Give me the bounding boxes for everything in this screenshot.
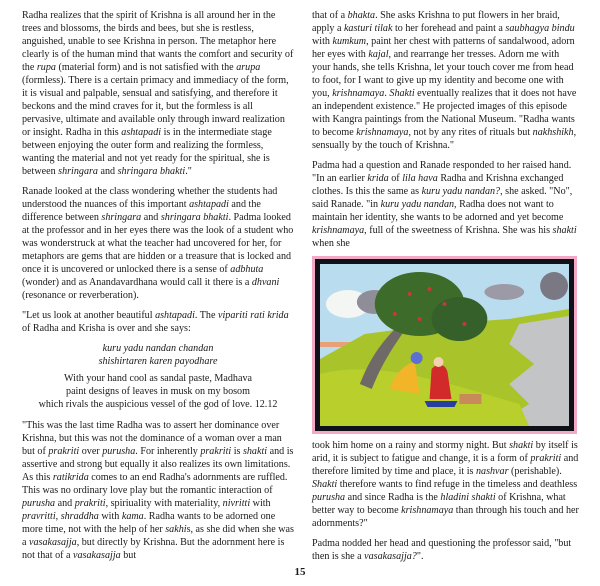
verse-line: kuru yadu nandan chandan	[102, 343, 214, 354]
painting-figure	[312, 256, 577, 434]
italic-term: kuru yadu nandan	[380, 199, 455, 210]
italic-term: prakriti	[74, 498, 106, 509]
paragraph: that of a bhakta. She asks Krishna to put flowers in her braid, apply a kasturi tilak to her forehead and paint a saubhagya bindu with kumkum, paint her chest with patterns of sandalwood, adorn her eyes with kajal, and rearrange her tresses. Adorn me with your hands, she tells Krishna, let your touch cover me from head to foot, for I want to give up my identity and become one with you, krishnamaya. Shakti eventually realizes that it does not have an independent existence." He projected images of this episode with Kangra paintings from the National Museum. "Radha wants to become krishnamaya, not by any rites of rituals but nakhshikh, sensually by the touch of Krishna."	[312, 10, 577, 151]
italic-term: purusha	[102, 446, 136, 457]
verse-line: which rivals the auspicious vessel of the god of love. 12.12	[38, 399, 278, 410]
italic-term: kuru yadu nandan?	[421, 186, 501, 197]
paragraph: Ranade looked at the class wondering whether the students had understood the nuances of this important ashtapadi and the difference between shringara and shringara bhakti. Padma looked at the professor and in her eyes there was the look of a student who was wonderstruck at what the teacher had uncovered for her, for metaphors are gems that are hidden or a treasure that is locked and once it is uncovered or unlocked there is a sense of adbhuta (wonder) and as Anandavardhana would call it there is a dhvani (resonance or reverberation).	[22, 186, 294, 301]
paragraph: Padma had a question and Ranade responded to her raised hand. "In an earlier krida of lila hava Radha and Krishna exchanged clothes. Is this the same as kuru yadu nandan?, she asked. "No", said Ranade. "in kuru yadu nandan, Radha does not want to maintain her identity, she wants to be adorned and yet become krishnamaya, full of the sweetness of Krishna. She was his shakti when she	[312, 160, 577, 249]
left-column	[22, 9, 294, 569]
italic-term: kasturi tilak	[343, 23, 393, 34]
italic-term: ratikrida	[52, 472, 89, 483]
italic-term: shringara bhakti	[160, 212, 229, 223]
italic-term: krishnamaya	[356, 127, 409, 138]
italic-term: kama	[121, 511, 144, 522]
page-number: 15	[294, 566, 306, 578]
italic-term: shringara	[58, 166, 98, 177]
italic-term: shringara	[101, 212, 142, 223]
italic-term: hladini shakti	[440, 492, 496, 503]
italic-term: ashtapadi	[121, 127, 162, 138]
italic-term: rupa	[36, 62, 56, 73]
italic-term: ashtapadi	[155, 310, 195, 321]
italic-term: shakti	[552, 225, 577, 236]
italic-term: shringara bhakti	[117, 166, 186, 177]
italic-term: kajal	[368, 49, 389, 60]
italic-term: shakti	[509, 440, 534, 451]
italic-term: lila hava	[402, 173, 438, 184]
italic-term: krida	[367, 173, 389, 184]
italic-term: shakti	[242, 446, 268, 457]
verse-line: paint designs of leaves in musk on my bosom	[66, 386, 250, 397]
kangra-painting-image	[320, 264, 569, 426]
verse-line: With your hand cool as sandal paste, Madhava	[64, 373, 252, 384]
italic-term: kumkum	[332, 36, 367, 47]
verse-sanskrit	[22, 342, 294, 368]
italic-term: nakhshikh	[532, 127, 574, 138]
italic-term: prakriti	[530, 453, 562, 464]
italic-term: prakriti	[200, 446, 232, 457]
italic-term: vasakasajja	[73, 550, 121, 561]
italic-term: krishnamaya	[332, 88, 385, 99]
italic-term: saubhagya bindu	[505, 23, 575, 34]
italic-term: Shakti	[312, 479, 338, 490]
italic-term: prakriti	[48, 446, 80, 457]
italic-term: ashtapadi	[189, 199, 229, 210]
italic-term: dhvani	[251, 277, 280, 288]
italic-term: vasakasajja?	[364, 551, 417, 562]
italic-term: krishnamaya	[401, 505, 454, 516]
italic-term: nivritti	[222, 498, 251, 509]
italic-term: vipariti rati krida	[217, 310, 289, 321]
paragraph: Padma nodded her head and questioning the professor said, "but then is she a vasakasajja?".	[312, 538, 572, 562]
italic-term: shraddha	[60, 511, 99, 522]
paragraph: took him home on a rainy and stormy night. But shakti by itself is arid, it is subject to fatigue and change, it is a form of prakriti and therefore limited by time and place, it is nashvar (perishable). Shakti therefore wants to find refuge in the timeless and deathless purusha and since Radha is the hladini shakti of Krishna, what better way to become krishnamaya than through his touch and her adornments?"	[312, 440, 579, 529]
italic-term: bhakta	[347, 10, 376, 21]
paragraph: "This was the last time Radha was to assert her dominance over Krishna, but this was not the dominance of a woman over a man but of prakriti over purusha. For inherently prakriti is shakti and is assertive and strong but equally it also realizes its own limitations. As this ratikrida comes to an end Radha's adornments are ruffled. This was no ordinary love play but the romantic interaction of purusha and prakriti, spiriuality with materiality, nivritti with pravritti, shraddha with kama. Radha wants to be adorned one more time, not with the help of her sakhis, as she did when she was a vasakasajja, but directly by Krishna. But the adornment here is not that of a vasakasajja but	[22, 420, 294, 561]
italic-term: nashvar	[475, 466, 509, 477]
verse-line: shishirtaren karen payodhare	[98, 356, 218, 367]
italic-term: sakhi	[165, 524, 187, 535]
right-column	[312, 9, 580, 570]
paragraph: Radha realizes that the spirit of Krishna is all around her in the trees and blossoms, the birds and bees, but she is restless, anguished, unable to see Krishna in person. The metaphor here clearly is of the human mind that wants the comfort and security of the rupa (material form) and is not satisfied with the arupa (formless). There is a certain primacy and immediacy of the form, it is visual and palpable, sensual and satisfying, and therefore it beckons and the mind craves for it, but the formless is all pervasive, ultimate and available only through inward realization or insight. Radha in this ashtapadi is in the intermediate stage between enjoying the outer form and realizing the formless, wanting the material and not yet ready for the spiritual, she is between shringara and shringara bhakti."	[22, 10, 294, 177]
italic-term: purusha	[22, 498, 56, 509]
italic-term: arupa	[236, 62, 261, 73]
italic-term: krishnamaya	[312, 225, 365, 236]
italic-term: adbhuta	[230, 264, 264, 275]
italic-term: pravritti	[22, 511, 56, 522]
painting-frame	[315, 259, 574, 431]
italic-term: purusha	[312, 492, 346, 503]
italic-term: Shakti	[389, 88, 415, 99]
paragraph: "Let us look at another beautiful ashtapadi. The vipariti rati krida of Radha and Krisha is over and she says:	[22, 310, 289, 334]
verse-translation	[22, 372, 294, 411]
italic-term: vasakasajja	[29, 537, 77, 548]
